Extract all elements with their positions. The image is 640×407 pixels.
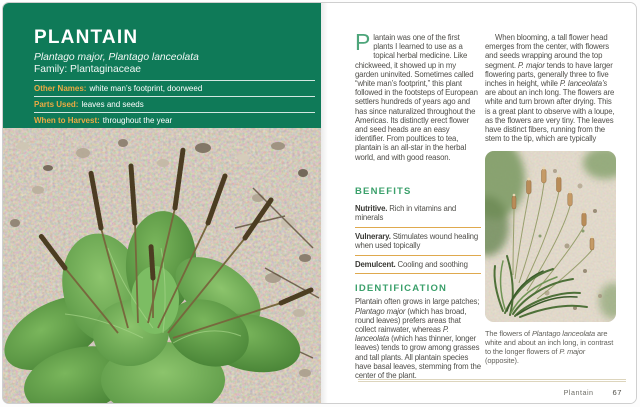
benefit-desc: Stimulates wound healing when used topically [355, 231, 479, 250]
text-run: When blooming, a tall flower head emerges from the center, with flowers and seeds wrapping around the top segment. [485, 33, 610, 70]
info-label: When to Harvest: [34, 116, 100, 125]
blooming-paragraph [485, 33, 616, 143]
benefit-item-demulcent [355, 256, 481, 275]
latin-run: P. lanceolata [355, 324, 449, 344]
info-value: leaves and seeds [81, 100, 144, 109]
benefit-item-vulnerary [355, 228, 481, 256]
latin-run: Plantago major [355, 306, 406, 316]
text-run: Plantain often grows in large patches; [355, 297, 480, 307]
text-run: The flowers of [485, 329, 532, 339]
benefit-desc: Rich in vitamins and minerals [355, 203, 457, 223]
latin-run: Plantago lanceolata [531, 329, 595, 339]
family-name: Family: Plantaginaceae [34, 64, 142, 75]
info-rows [34, 80, 315, 128]
running-footer-title: Plantain [563, 388, 594, 397]
text-column-left [355, 29, 481, 380]
text-run: tends to have larger flowering parts, generally three to five inches in height, while [485, 60, 613, 89]
right-photo [485, 151, 616, 322]
info-value: white man’s footprint, doorweed [89, 84, 203, 93]
latin-run: P. major [517, 60, 545, 70]
benefit-item-nutritive [355, 200, 481, 228]
ribwort-plantain-photo-illustration [485, 151, 616, 322]
page-number: 67 [612, 388, 622, 397]
identification-heading: IDENTIFICATION [355, 283, 448, 295]
broadleaf-plantain-photo-illustration [3, 128, 321, 404]
plant-header [3, 3, 321, 128]
benefits-heading: BENEFITS [355, 185, 412, 197]
drop-cap: P [355, 29, 371, 55]
right-page [321, 3, 637, 403]
latin-run: P. major [559, 347, 586, 357]
left-photo [3, 128, 321, 404]
latin-names: Plantago major, Plantago lanceolata [34, 52, 199, 63]
benefit-desc: Cooling and soothing [397, 259, 468, 269]
photo-caption [485, 329, 616, 365]
benefit-term: Demulcent. [355, 259, 396, 269]
text-run: (which has broad, round leaves) prefers areas that collect rainwater, whereas [355, 306, 467, 334]
info-label: Other Names: [34, 84, 87, 93]
text-run: (which has thinner, longer leaves) tends to grow among grasses and tall plants. All plantain species have basal leaves, stemming from the center of the plant. [355, 334, 481, 380]
page-card [2, 2, 637, 404]
left-page [3, 3, 321, 403]
info-value: throughout the year [102, 116, 173, 125]
info-row-parts-used [34, 96, 315, 112]
intro-text: lantain was one of the first plants I learned to use as a topical herbal medicine. Like chickweed, it showed up in my garden uninvited. Sometimes called “white man’s footprint,” this plant followed in the footsteps of European settlers hundreds of years ago and has since naturalized throughout the Americas. Its distinctly erect flower and seed heads are an easy identifier. From poultices to tea, plantain is an all-star in the herbal world, and with good reason. [355, 33, 478, 162]
text-run: are about an inch long. The flowers are white and turn brown after drying. This is a great plant to observe with a loupe, as the flowers are very tiny. The leaves have distinct fibers, running from the stem to the tip, which are typically [485, 88, 615, 144]
info-row-when-to-harvest [34, 112, 315, 128]
page-footer [564, 388, 622, 397]
intro-paragraph [355, 29, 481, 162]
text-run: are white and about an inch long, in contrast to the longer flowers of [485, 329, 614, 357]
text-run: (opposite). [485, 356, 519, 366]
info-label: Parts Used: [34, 100, 79, 109]
page-gutter-shadow [321, 3, 328, 403]
benefit-term: Nutritive. [355, 203, 388, 213]
footer-rule [358, 379, 626, 382]
benefit-term: Vulnerary. [355, 231, 391, 241]
latin-run: P. lanceolata’s [559, 79, 608, 89]
info-row-other-names [34, 80, 315, 96]
text-column-right [485, 33, 616, 365]
plant-title: PLANTAIN [34, 27, 139, 48]
identification-paragraph [355, 297, 481, 380]
